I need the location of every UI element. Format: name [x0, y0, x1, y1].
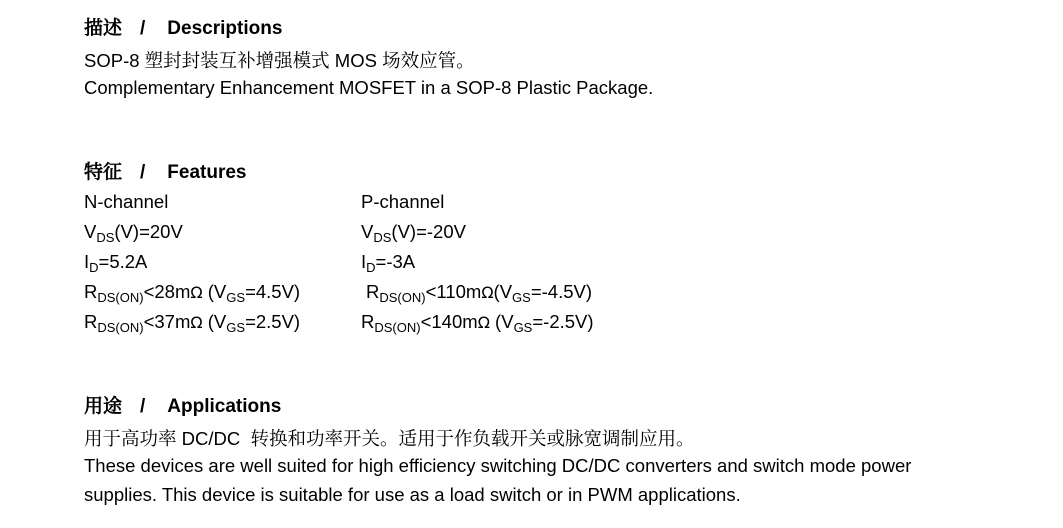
rds-value: <28m: [143, 281, 191, 302]
ohm-symbol: Ω: [190, 283, 203, 302]
applications-line-en-2: supplies. This device is suitable for use as a load switch or in PWM applications.: [84, 484, 741, 505]
vds-value: (V)=-20V: [391, 221, 466, 242]
features-heading-cn: 特征: [84, 162, 123, 183]
descriptions-heading-en: Descriptions: [167, 18, 283, 39]
applications-heading-en: Applications: [167, 396, 282, 417]
heading-separator: /: [140, 18, 146, 39]
vgs-subscript: GS: [226, 320, 246, 335]
id-symbol: I: [84, 251, 90, 272]
rds-symbol: R: [84, 281, 98, 302]
n-channel-rds-2: [84, 311, 300, 333]
rds-value: <140m: [420, 311, 478, 332]
p-channel-id: [361, 251, 415, 273]
id-symbol: I: [361, 251, 367, 272]
rds-subscript: DS(ON): [97, 320, 144, 335]
vgs-value: =2.5V): [245, 311, 301, 332]
rds-symbol: R: [361, 311, 375, 332]
id-subscript: D: [89, 260, 99, 275]
vds-subscript: DS: [96, 230, 115, 245]
p-channel-title: P-channel: [361, 191, 445, 212]
ohm-symbol: Ω: [190, 313, 203, 332]
applications-line-en-1: These devices are well suited for high efficiency switching DC/DC converters and switch mode power: [84, 455, 912, 476]
features-heading-en: Features: [167, 162, 247, 183]
vgs-subscript: GS: [512, 290, 531, 305]
rds-subscript: DS(ON): [374, 320, 421, 335]
vgs-symbol: (V: [202, 311, 227, 332]
vgs-value: =4.5V): [245, 281, 301, 302]
id-value: =5.2A: [98, 251, 148, 272]
vgs-value: =-2.5V): [532, 311, 594, 332]
rds-value: <37m: [143, 311, 191, 332]
descriptions-line-cn: SOP-8 塑封封装互补增强模式 MOS 场效应管。: [84, 50, 475, 71]
vgs-symbol: (V: [489, 311, 514, 332]
p-channel-rds-2: [361, 311, 594, 333]
rds-value: <110m: [425, 281, 482, 302]
id-subscript: D: [366, 260, 376, 275]
descriptions-line-en: Complementary Enhancement MOSFET in a SOP-8 Plastic Package.: [84, 77, 654, 98]
heading-separator: /: [140, 396, 146, 417]
n-channel-title: N-channel: [84, 191, 169, 212]
ohm-symbol: Ω: [481, 283, 494, 302]
vds-symbol: V: [361, 221, 374, 242]
applications-heading: [84, 391, 281, 418]
n-channel-id: [84, 251, 147, 273]
descriptions-heading-cn: 描述: [84, 18, 123, 39]
applications-line-cn: 用于高功率 DC/DC 转换和功率开关。适用于作负载开关或脉宽调制应用。: [84, 428, 695, 449]
vgs-value: =-4.5V): [530, 281, 593, 302]
rds-subscript: DS(ON): [97, 290, 144, 305]
applications-heading-cn: 用途: [84, 396, 123, 417]
p-channel-rds-1: [366, 281, 592, 303]
id-value: =-3A: [375, 251, 416, 272]
vds-subscript: DS: [373, 230, 392, 245]
rds-symbol: R: [366, 281, 380, 302]
vds-symbol: V: [84, 221, 97, 242]
vgs-subscript: GS: [513, 320, 533, 335]
vgs-symbol: (V: [493, 281, 513, 302]
vgs-subscript: GS: [226, 290, 246, 305]
descriptions-heading: [84, 13, 282, 40]
ohm-symbol: Ω: [477, 313, 490, 332]
p-channel-vds: [361, 221, 466, 243]
features-heading: [84, 157, 247, 184]
n-channel-vds: [84, 221, 183, 243]
rds-symbol: R: [84, 311, 98, 332]
n-channel-rds-1: [84, 281, 300, 303]
vds-value: (V)=20V: [114, 221, 183, 242]
heading-separator: /: [140, 162, 146, 183]
vgs-symbol: (V: [202, 281, 227, 302]
rds-subscript: DS(ON): [379, 290, 426, 305]
